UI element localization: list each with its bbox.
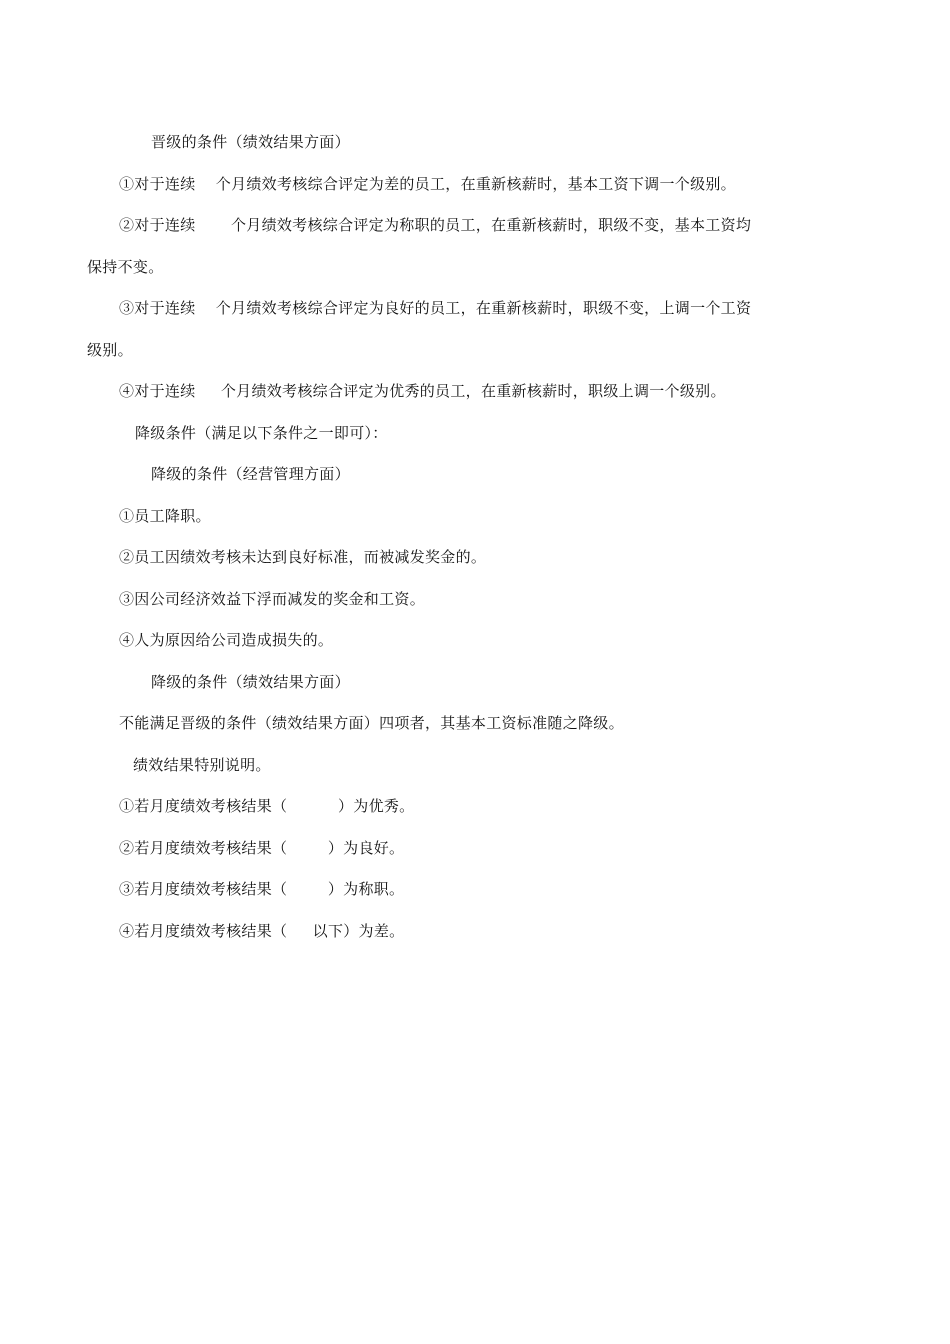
promotion-item-2-line-1: ②对于连续 个月绩效考核综合评定为称职的员工，在重新核薪时，职级不变，基本工资均 xyxy=(119,216,752,234)
notes-item-3: ③若月度绩效考核结果（ ）为称职。 xyxy=(119,880,405,898)
promotion-item-3-line-2: 级别。 xyxy=(87,341,133,359)
demotion-heading: 降级条件（满足以下条件之一即可）： xyxy=(135,424,388,442)
notes-item-2: ②若月度绩效考核结果（ ）为良好。 xyxy=(119,839,405,857)
demotion-perf-heading: 降级的条件（绩效结果方面） xyxy=(151,673,350,691)
demotion-mgmt-item-3: ③因公司经济效益下浮而减发的奖金和工资。 xyxy=(119,590,426,608)
notes-heading: 绩效结果特别说明。 xyxy=(133,756,271,774)
demotion-mgmt-heading: 降级的条件（经营管理方面） xyxy=(151,465,350,483)
demotion-mgmt-item-1: ①员工降职。 xyxy=(119,507,211,525)
promotion-item-3-line-1: ③对于连续 个月绩效考核综合评定为良好的员工，在重新核薪时，职级不变，上调一个工资 xyxy=(119,299,752,317)
promotion-heading: 晋级的条件（绩效结果方面） xyxy=(151,133,350,151)
demotion-perf-text: 不能满足晋级的条件（绩效结果方面）四项者，其基本工资标准随之降级。 xyxy=(119,714,624,732)
demotion-mgmt-item-4: ④人为原因给公司造成损失的。 xyxy=(119,631,334,649)
promotion-item-4: ④对于连续 个月绩效考核综合评定为优秀的员工，在重新核薪时，职级上调一个级别。 xyxy=(119,382,726,400)
notes-item-1: ①若月度绩效考核结果（ ）为优秀。 xyxy=(119,797,415,815)
notes-item-4: ④若月度绩效考核结果（ 以下）为差。 xyxy=(119,922,405,940)
demotion-mgmt-item-2: ②员工因绩效考核未达到良好标准，而被减发奖金的。 xyxy=(119,548,487,566)
promotion-item-1: ①对于连续 个月绩效考核综合评定为差的员工，在重新核薪时，基本工资下调一个级别。 xyxy=(119,175,736,193)
promotion-item-2-line-2: 保持不变。 xyxy=(87,258,164,276)
